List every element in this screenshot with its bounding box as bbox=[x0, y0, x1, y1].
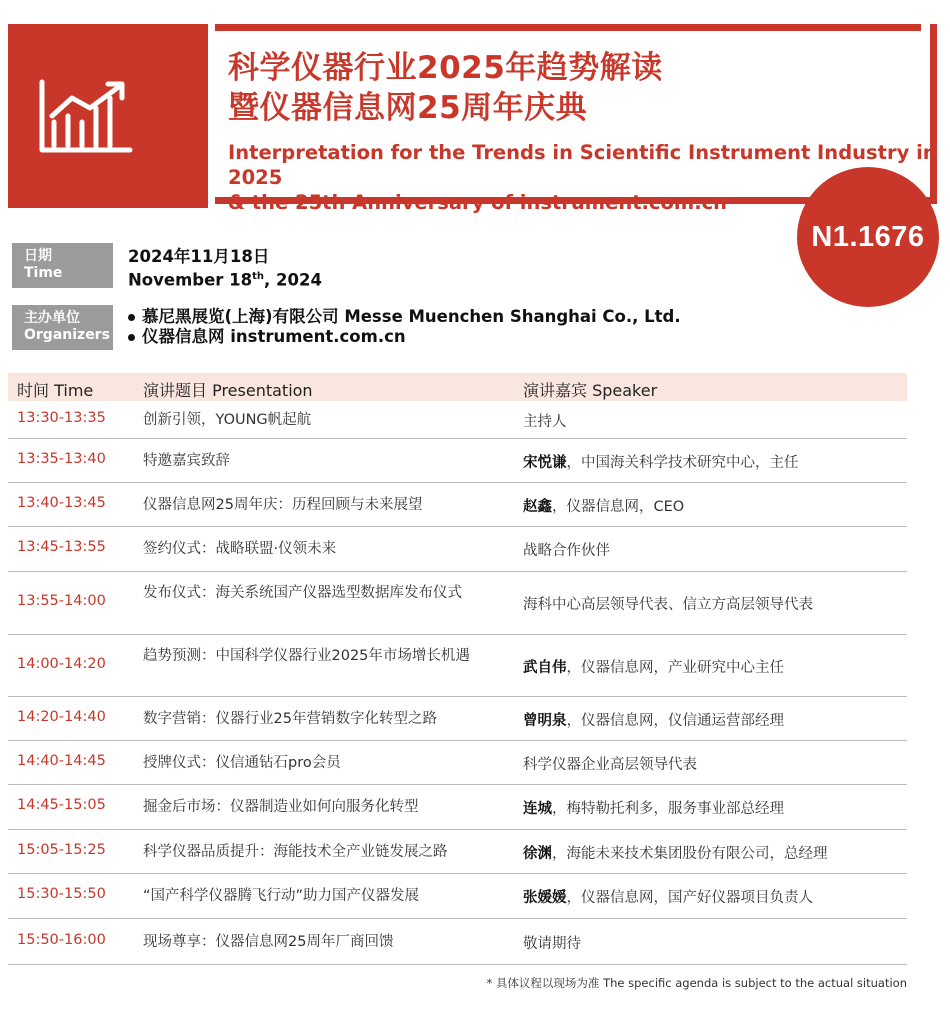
table-row bbox=[8, 401, 907, 439]
row-time: 13:45-13:55 bbox=[17, 539, 106, 555]
table-row bbox=[8, 483, 907, 527]
row-presentation: 数字营销：仪器行业25年营销数字化转型之路 bbox=[143, 711, 437, 727]
row-speaker: 武自伟，仪器信息网，产业研究中心主任 bbox=[523, 660, 784, 676]
row-presentation: 发布仪式：海关系统国产仪器选型数据库发布仪式 bbox=[143, 585, 462, 601]
row-presentation: 仪器信息网25周年庆：历程回顾与未来展望 bbox=[143, 497, 423, 513]
table-row bbox=[8, 785, 907, 830]
row-presentation: 科学仪器品质提升：海能技术全产业链发展之路 bbox=[143, 844, 448, 860]
page-title-en: Interpretation for the Trends in Scientific Instrument Industry in 2025 & the 25th Anniversary of instrument.com.cn bbox=[228, 141, 937, 214]
row-speaker: 徐渊，海能未来技术集团股份有限公司，总经理 bbox=[523, 846, 828, 862]
table-row bbox=[8, 439, 907, 483]
row-speaker: 连城，梅特勒托利多，服务事业部总经理 bbox=[523, 801, 784, 817]
row-speaker: 战略合作伙伴 bbox=[523, 543, 610, 559]
row-presentation: 签约仪式：战略联盟·仪领未来 bbox=[143, 541, 337, 557]
row-presentation: 现场尊享：仪器信息网25周年厂商回馈 bbox=[143, 934, 394, 950]
row-speaker: 张媛媛，仪器信息网，国产好仪器项目负责人 bbox=[523, 890, 813, 906]
row-time: 14:00-14:20 bbox=[17, 656, 106, 672]
organizers-list bbox=[128, 307, 681, 347]
header-time: 时间 Time bbox=[17, 381, 94, 400]
row-time: 13:30-13:35 bbox=[17, 410, 106, 426]
row-time: 14:45-15:05 bbox=[17, 797, 106, 813]
header-presentation: 演讲题目 Presentation bbox=[143, 381, 313, 400]
table-row bbox=[8, 527, 907, 572]
table-row bbox=[8, 830, 907, 874]
row-speaker: 海科中心高层领导代表、信立方高层领导代表 bbox=[523, 597, 813, 613]
header-speaker: 演讲嘉宾 Speaker bbox=[523, 381, 658, 400]
date-value: 2024年11月18日 November 18th, 2024 bbox=[128, 247, 322, 290]
row-presentation: 趋势预测：中国科学仪器行业2025年市场增长机遇 bbox=[143, 648, 470, 664]
row-time: 15:30-15:50 bbox=[17, 886, 106, 902]
table-row bbox=[8, 874, 907, 919]
page-title-cn: 科学仪器行业2025年趋势解读 暨仪器信息网25周年庆典 bbox=[228, 50, 663, 126]
row-time: 13:35-13:40 bbox=[17, 451, 106, 467]
organizer-item: 慕尼黑展览(上海)有限公司 Messe Muenchen Shanghai Co., Ltd. bbox=[128, 307, 681, 327]
row-presentation: 特邀嘉宾致辞 bbox=[143, 453, 230, 469]
row-speaker: 科学仪器企业高层领导代表 bbox=[523, 757, 697, 773]
table-row bbox=[8, 635, 907, 697]
table-row bbox=[8, 572, 907, 635]
agenda-table-header bbox=[8, 373, 907, 401]
footnote: * 具体议程以现场为准 The specific agenda is subject to the actual situation bbox=[486, 976, 907, 990]
row-time: 15:50-16:00 bbox=[17, 932, 106, 948]
row-presentation: 掘金后市场：仪器制造业如何向服务化转型 bbox=[143, 799, 419, 815]
bar-chart-trend-icon bbox=[38, 78, 134, 156]
row-speaker: 宋悦谦，中国海关科学技术研究中心，主任 bbox=[523, 455, 799, 471]
row-time: 14:20-14:40 bbox=[17, 709, 106, 725]
row-speaker: 主持人 bbox=[523, 414, 567, 430]
row-time: 13:40-13:45 bbox=[17, 495, 106, 511]
row-time: 14:40-14:45 bbox=[17, 753, 106, 769]
organizer-item: 仪器信息网 instrument.com.cn bbox=[128, 327, 681, 347]
row-speaker: 敬请期待 bbox=[523, 936, 581, 952]
row-speaker: 曾明泉，仪器信息网，仪信通运营部经理 bbox=[523, 713, 784, 729]
row-presentation: 授牌仪式：仪信通钻石pro会员 bbox=[143, 755, 341, 771]
organizers-label: 主办单位 Organizers bbox=[12, 305, 113, 350]
row-speaker: 赵鑫，仪器信息网，CEO bbox=[523, 499, 685, 515]
table-row bbox=[8, 741, 907, 785]
row-time: 15:05-15:25 bbox=[17, 842, 106, 858]
date-label: 日期 Time bbox=[12, 243, 113, 288]
row-presentation: “国产科学仪器腾飞行动”助力国产仪器发展 bbox=[143, 888, 420, 904]
row-presentation: 创新引领，YOUNG帆起航 bbox=[143, 412, 312, 428]
row-time: 13:55-14:00 bbox=[17, 593, 106, 609]
id-badge: N1.1676 bbox=[797, 167, 939, 307]
table-row bbox=[8, 697, 907, 741]
table-row bbox=[8, 919, 907, 965]
